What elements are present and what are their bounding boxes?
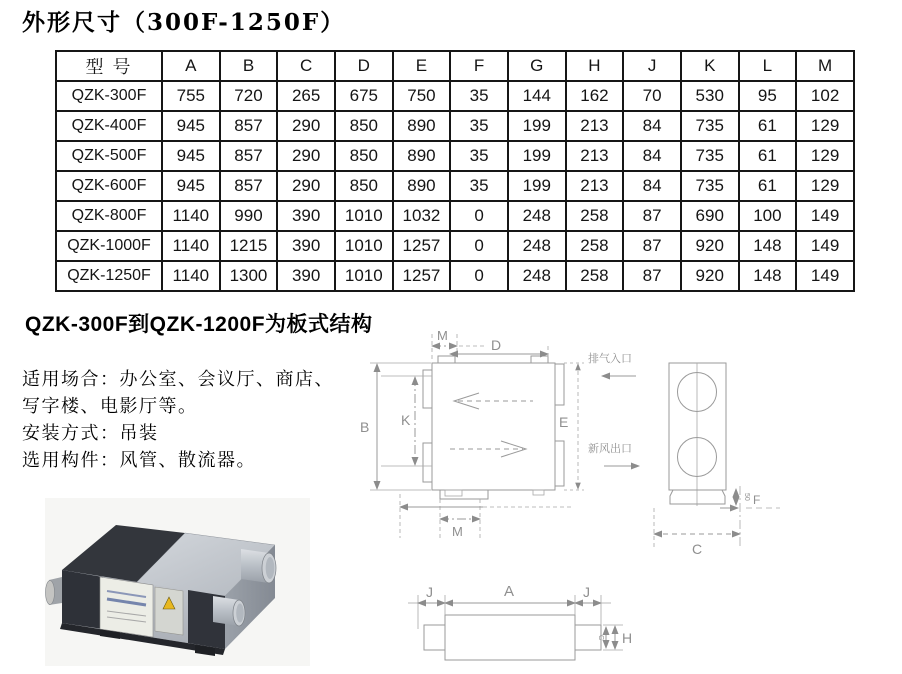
dimension-cell: 61: [739, 171, 797, 201]
dimension-cell: 1215: [220, 231, 278, 261]
dimension-cell: 87: [623, 201, 681, 231]
dim-label-d: D: [491, 337, 502, 353]
dim-label-k: K: [401, 412, 411, 428]
top-port: [531, 356, 548, 363]
dimension-table: [55, 50, 855, 292]
right-port: [555, 364, 564, 405]
info-line-installation: 安装方式：吊装: [22, 423, 159, 443]
info-line-application: 适用场合：办公室、会议厅、商店、写字楼、电影厅等。: [22, 369, 334, 416]
unit-outline: [432, 363, 555, 490]
exhaust-flow-arrowhead: [454, 393, 479, 409]
right-duct-upper-inner: [266, 557, 275, 579]
dimension-cell: 1257: [393, 231, 451, 261]
top-port: [438, 356, 455, 363]
dimension-cell: 920: [681, 231, 739, 261]
top-view-diagram: [355, 326, 667, 554]
dimension-cell: 248: [508, 201, 566, 231]
dimension-cell: 248: [508, 231, 566, 261]
dimension-cell: 750: [393, 81, 451, 111]
product-photo: [45, 498, 310, 666]
left-duct-stub: [424, 625, 445, 650]
dimension-cell: 95: [739, 81, 797, 111]
dimension-cell: 857: [220, 141, 278, 171]
dimension-cell: 84: [623, 111, 681, 141]
dimension-cell: 35: [450, 81, 508, 111]
page-title: 外形尺寸（300F-1250F）: [22, 9, 346, 36]
dimension-cell: 35: [450, 141, 508, 171]
col-header-f: F: [450, 51, 508, 81]
col-header-a: A: [162, 51, 220, 81]
dimension-cell: 530: [681, 81, 739, 111]
nameplate-panel: [100, 577, 153, 637]
col-header-b: B: [220, 51, 278, 81]
dimension-cell: 390: [277, 261, 335, 291]
dim-label-m-top: M: [437, 328, 448, 343]
dimension-cell: 213: [566, 141, 624, 171]
col-header-g: G: [508, 51, 566, 81]
dimension-cell: 61: [739, 141, 797, 171]
side-view-diagram: [650, 348, 785, 563]
table-row: [56, 201, 854, 231]
dimension-cell: 390: [277, 231, 335, 261]
info-line-components: 选用构件：风管、散流器。: [22, 450, 256, 470]
dimension-cell: 850: [335, 141, 393, 171]
dimension-cell: 290: [277, 171, 335, 201]
header-row: [56, 51, 854, 81]
dimension-cell: 149: [796, 201, 854, 231]
bottom-port: [440, 490, 488, 499]
dimension-table-body: [56, 81, 854, 291]
fresh-air-outlet-label: 新风出口: [588, 443, 632, 455]
dimension-cell: 162: [566, 81, 624, 111]
table-row: [56, 231, 854, 261]
dimension-cell: 61: [739, 111, 797, 141]
dimension-cell: 290: [277, 111, 335, 141]
dim-label-j-right: J: [583, 584, 590, 600]
dimension-cell: 857: [220, 171, 278, 201]
dimension-cell: 0: [450, 231, 508, 261]
unit-front-dark-left: [62, 570, 103, 629]
dimension-cell: 690: [681, 201, 739, 231]
dimension-cell: 290: [277, 141, 335, 171]
dimension-cell: 149: [796, 261, 854, 291]
dimension-cell: 755: [162, 81, 220, 111]
col-header-e: E: [393, 51, 451, 81]
dimension-cell: 890: [393, 171, 451, 201]
dimension-cell: 0: [450, 261, 508, 291]
access-box: [155, 587, 183, 635]
info-block: [22, 366, 340, 474]
dim-label-a: A: [504, 583, 515, 600]
dimension-cell: 1140: [162, 261, 220, 291]
dimension-cell: 1010: [335, 231, 393, 261]
dimension-cell: 735: [681, 111, 739, 141]
dimension-cell: 87: [623, 261, 681, 291]
dimension-cell: 1032: [393, 201, 451, 231]
col-header-m: M: [796, 51, 854, 81]
dimension-cell: 35: [450, 171, 508, 201]
table-row: [56, 81, 854, 111]
table-row: [56, 111, 854, 141]
dim-label-f: F: [753, 493, 761, 507]
exhaust-inlet-label: 排气入口: [588, 353, 632, 365]
table-row: [56, 171, 854, 201]
dimension-cell: 945: [162, 171, 220, 201]
dim-label-h: H: [622, 630, 633, 646]
dimension-cell: 850: [335, 171, 393, 201]
col-header-d: D: [335, 51, 393, 81]
dimension-cell: 199: [508, 141, 566, 171]
dimension-cell: 149: [796, 231, 854, 261]
model-cell: QZK-800F: [56, 201, 162, 231]
dim-label-c: C: [692, 541, 703, 557]
bottom-port-small: [533, 490, 544, 495]
col-header-l: L: [739, 51, 797, 81]
col-header-j: J: [623, 51, 681, 81]
model-cell: QZK-300F: [56, 81, 162, 111]
left-duct-opening: [46, 581, 55, 605]
dimension-cell: 129: [796, 111, 854, 141]
dimension-cell: 70: [623, 81, 681, 111]
unit-front-outline: [445, 615, 575, 660]
dimension-cell: 945: [162, 141, 220, 171]
table-row: [56, 141, 854, 171]
col-header-k: K: [681, 51, 739, 81]
dimension-cell: 920: [681, 261, 739, 291]
bottom-port-inner: [445, 490, 462, 496]
dimension-cell: 258: [566, 231, 624, 261]
model-cell: QZK-400F: [56, 111, 162, 141]
dimension-cell: 265: [277, 81, 335, 111]
dimension-cell: 213: [566, 111, 624, 141]
unit-base: [670, 490, 725, 504]
dimension-cell: 1300: [220, 261, 278, 291]
dimension-cell: 213: [566, 171, 624, 201]
dimension-cell: 144: [508, 81, 566, 111]
dimension-cell: 850: [335, 111, 393, 141]
dimension-cell: 1140: [162, 201, 220, 231]
right-duct-lower-inner: [236, 604, 244, 623]
dim-label-e: E: [559, 414, 569, 430]
dim-label-m-bottom: M: [452, 524, 463, 539]
model-cell: QZK-1250F: [56, 261, 162, 291]
dimension-cell: 390: [277, 201, 335, 231]
dimension-cell: 857: [220, 111, 278, 141]
col-header-h: H: [566, 51, 624, 81]
model-cell: QZK-1000F: [56, 231, 162, 261]
dim-label-b: B: [360, 419, 370, 435]
dimension-cell: 1010: [335, 201, 393, 231]
dimension-cell: 890: [393, 111, 451, 141]
dimension-cell: 1257: [393, 261, 451, 291]
left-port: [423, 443, 432, 482]
col-header-model: 型 号: [56, 51, 162, 81]
dimension-cell: 248: [508, 261, 566, 291]
dimension-cell: 35: [450, 111, 508, 141]
dimension-cell: 100: [739, 201, 797, 231]
dimension-cell: 129: [796, 171, 854, 201]
dimension-cell: 199: [508, 171, 566, 201]
dimension-cell: 84: [623, 171, 681, 201]
dimension-cell: 890: [393, 141, 451, 171]
dimension-cell: 675: [335, 81, 393, 111]
structure-note: QZK-300F到QZK-1200F为板式结构: [25, 313, 373, 336]
dimension-cell: 199: [508, 111, 566, 141]
dimension-cell: 735: [681, 171, 739, 201]
unit-side-outline: [669, 363, 726, 490]
dim-label-g: G: [597, 635, 604, 641]
dimension-cell: 735: [681, 141, 739, 171]
dimension-table-head: [56, 51, 854, 81]
dimension-cell: 148: [739, 261, 797, 291]
dimension-cell: 945: [162, 111, 220, 141]
model-cell: QZK-500F: [56, 141, 162, 171]
dimension-cell: 148: [739, 231, 797, 261]
col-header-c: C: [277, 51, 335, 81]
front-view-diagram: [403, 583, 643, 673]
dim-label-j-left: J: [426, 584, 433, 600]
model-cell: QZK-600F: [56, 171, 162, 201]
table-row: [56, 261, 854, 291]
dimension-cell: 0: [450, 201, 508, 231]
dimension-cell: 1140: [162, 231, 220, 261]
dimension-cell: 258: [566, 201, 624, 231]
dimension-cell: 87: [623, 231, 681, 261]
dimension-cell: 102: [796, 81, 854, 111]
right-port: [555, 441, 564, 486]
dimension-cell: 990: [220, 201, 278, 231]
dimension-cell: 258: [566, 261, 624, 291]
dimension-cell: 84: [623, 141, 681, 171]
dimension-cell: 1010: [335, 261, 393, 291]
dim-label-50: 50: [743, 493, 750, 501]
dimension-cell: 720: [220, 81, 278, 111]
dimension-cell: 129: [796, 141, 854, 171]
